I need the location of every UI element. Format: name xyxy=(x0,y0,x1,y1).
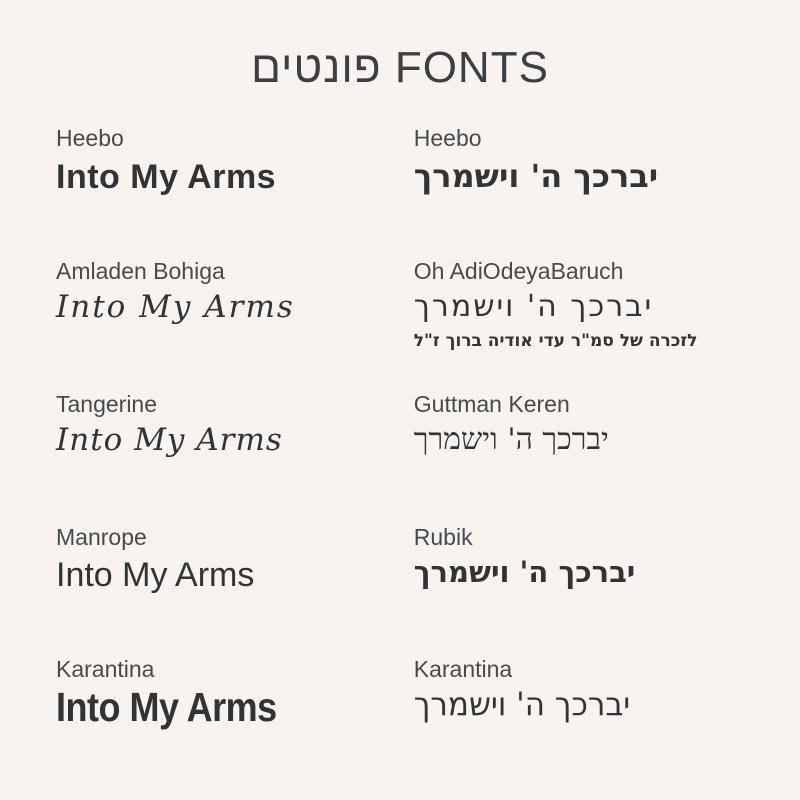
font-name-label: Karantina xyxy=(413,656,513,683)
font-name-label: Tangerine xyxy=(56,390,158,417)
font-sample-latin xyxy=(56,259,386,326)
font-row xyxy=(56,657,744,790)
font-name-label: Guttman Keren xyxy=(413,390,570,417)
font-name-label: Karantina xyxy=(56,656,155,683)
font-sample-text: יברכך ה' וישמרך xyxy=(413,156,659,195)
font-sample-hebrew xyxy=(414,259,744,351)
font-sample-text: Into My Arms xyxy=(56,555,255,594)
font-name-label: Amladen Bohiga xyxy=(56,258,225,285)
font-sample-hebrew xyxy=(414,392,744,458)
font-rows xyxy=(56,126,744,790)
font-sample-hebrew xyxy=(414,525,744,590)
font-sample-latin xyxy=(56,525,386,595)
font-row xyxy=(56,126,744,259)
font-sample-hebrew xyxy=(414,126,744,194)
font-sample-text: יברכך ה' וישמרך xyxy=(413,554,636,589)
font-sample-text: יברכך ה' וישמרך xyxy=(413,289,654,325)
font-row xyxy=(56,525,744,658)
font-sample-latin xyxy=(56,657,386,740)
page-title: פונטים FONTS xyxy=(251,43,549,92)
font-row xyxy=(56,259,744,392)
font-sample-text: יברכך ה' וישמרך xyxy=(413,422,609,458)
font-sample-text: יברכך ה' וישמרך xyxy=(413,685,631,724)
font-row xyxy=(56,392,744,525)
font-sample-text: Into My Arms xyxy=(56,289,295,326)
font-name-label: Heebo xyxy=(56,125,124,152)
font-sample-text: Into My Arms xyxy=(56,157,277,196)
font-name-label: Rubik xyxy=(413,523,473,550)
font-name-label: Manrope xyxy=(56,523,147,550)
font-name-label: Oh AdiOdeyaBaruch xyxy=(413,258,624,285)
font-sample-latin xyxy=(56,126,386,196)
font-name-label: Heebo xyxy=(413,125,482,152)
font-sample-text: Into My Arms xyxy=(56,683,277,730)
font-sample-text: Into My Arms xyxy=(56,422,283,459)
font-sample-hebrew xyxy=(414,657,744,734)
font-sample-latin xyxy=(56,392,386,459)
font-sample-dedication: לזכרה של סמ"ר עדי אודיה ברוך ז"ל xyxy=(413,330,698,351)
